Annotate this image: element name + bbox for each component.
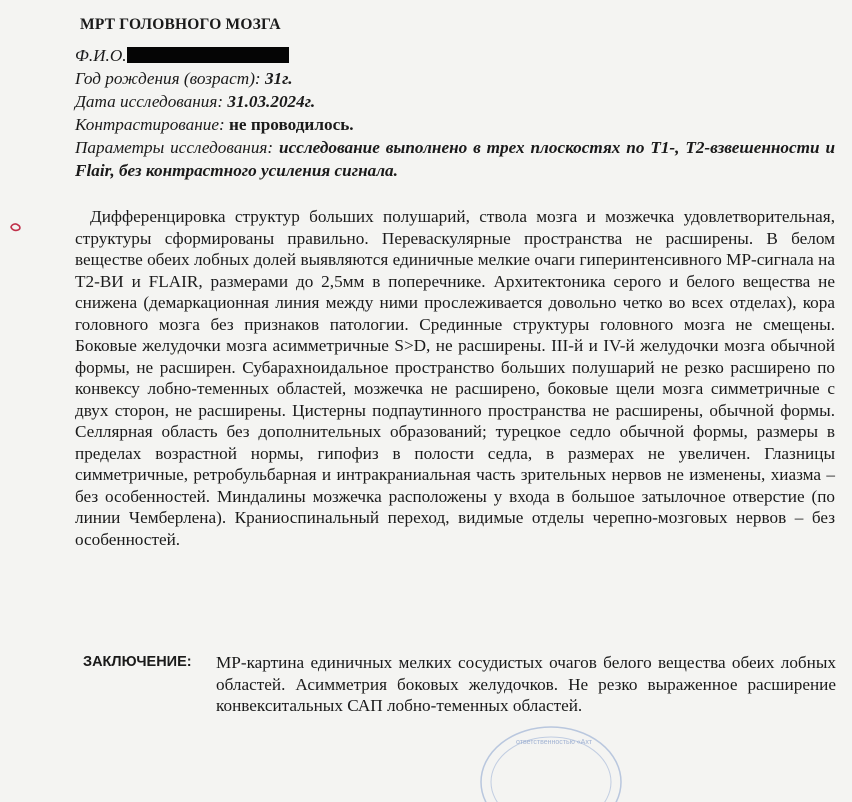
birth-label: Год рождения (возраст): [75,69,261,88]
birth-value: 31г. [264,69,293,88]
stamp-seal [476,722,626,802]
conclusion-label: ЗАКЛЮЧЕНИЕ: [83,654,192,670]
report-title: МРТ ГОЛОВНОГО МОЗГА [80,16,281,33]
ink-mark-icon [10,223,22,232]
patient-meta [75,44,835,182]
conclusion-text: МР-картина единичных мелких сосудистых очагов белого вещества обеих лобных областей. Асимметрия боковых желудочков. Не резко выраженное расширение конвекситальных САП лобно-теменных областей. [216,653,836,715]
params-row [75,136,835,182]
date-value: 31.03.2024г. [227,92,316,111]
contrast-value: не проводилось. [229,115,354,134]
fio-row [75,44,835,67]
contrast-row [75,113,835,136]
params-label: Параметры исследования: [75,138,274,157]
contrast-label: Контрастирование: [75,115,225,134]
birth-row [75,67,835,90]
fio-label: Ф.И.О. [75,46,127,65]
params-value: исследование выполнено в трех плоскостях по Т1-, Т2-взвешенности и Flair, без контрастного усиления сигнала. [75,138,836,180]
redacted-name [127,47,289,63]
description-paragraph: Дифференцировка структур больших полушарий, ствола мозга и мозжечка удовлетворительная, структуры сформированы правильно. Переваскулярные пространства не расширены. В белом веществе обеих лобных долей выявляются единичные мелкие очаги гиперинтенсивного МР-сигнала на Т2-ВИ и FLAIR, размерами до 2,5мм в поперечнике. Архитектоника серого и белого вещества не снижена (демаркационная линия между ними прослеживается довольно четко во всех отделах), кора головного мозга без признаков патологии. Срединные структуры головного мозга не смещены. Боковые желудочки мозга асимметричные S>D, не расширены. III-й и IV-й желудочки мозга обычной формы, не расширен. Субарахноидальное пространство больших полушарий не резко расширено по конвексу лобно-теменных областей, мозжечка не расширено, боковые щели мозга симметричные с двух сторон, не расширены. Цистерны подпаутинного пространства не расширены, обычной формы. Селлярная область без дополнительных образований; турецкое седло обычной формы, размеры в пределах возрастной нормы, гипофиз в полости седла, в размерах не увеличен. Глазницы симметричные, ретробульбарная и интракраниальная часть зрительных нервов не изменены, хиазма – без особенностей. Миндалины мозжечка расположены у входа в большое затылочное отверстие (по линии Чемберлена). Краниоспинальный переход, видимые отделы черепно-мозговых нервов – без особенностей. [75,207,835,549]
date-label: Дата исследования: [75,92,224,111]
date-row [75,90,835,113]
svg-text:ответственностью «Ахт: ответственностью «Ахт [516,739,592,746]
